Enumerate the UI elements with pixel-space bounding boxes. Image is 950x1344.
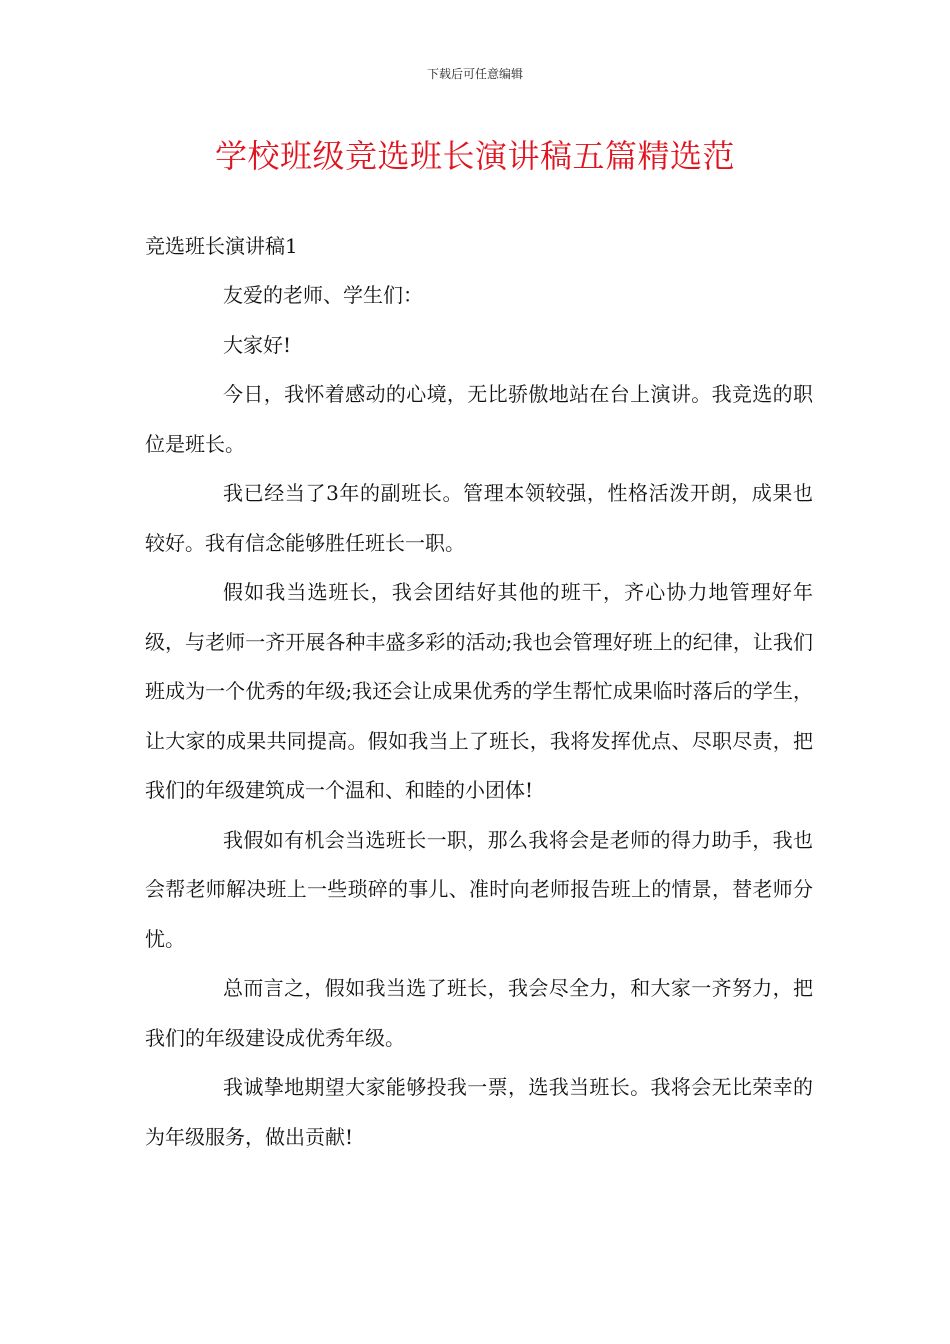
paragraph-experience: 我已经当了3年的副班长。管理本领较强，性格活泼开朗，成果也较好。我有信念能够胜任班长一职。 (145, 481, 813, 555)
paragraph-summary: 总而言之，假如我当选了班长，我会尽全力，和大家一齐努力，把我们的年级建设成优秀年级。 (145, 976, 813, 1050)
section-heading: 竞选班长演讲稿1 (145, 234, 298, 258)
paragraph-hello: 大家好! (223, 332, 292, 357)
document-body (145, 222, 813, 1162)
header-note: 下载后可任意编辑 (426, 67, 523, 81)
paragraph-closing: 我诚挚地期望大家能够投我一票，选我当班长。我将会无比荣幸的为年级服务，做出贡献! (145, 1075, 813, 1149)
paragraph-greeting: 友爱的老师、学生们： (223, 283, 423, 307)
document-title: 学校班级竞选班长演讲稿五篇精选范 (214, 137, 735, 175)
paragraph-intro: 今日，我怀着感动的心境，无比骄傲地站在台上演讲。我竞选的职位是班长。 (145, 382, 813, 456)
paragraph-assistant: 我假如有机会当选班长一职，那么我将会是老师的得力助手，我也会帮老师解决班上一些琐碎的事儿、准时向老师报告班上的情景，替老师分忧。 (145, 827, 813, 951)
paragraph-plans: 假如我当选班长，我会团结好其他的班干，齐心协力地管理好年级，与老师一齐开展各种丰盛多彩的活动;我也会管理好班上的纪律，让我们班成为一个优秀的年级;我还会让成果优秀的学生帮忙成果临时落后的学生，让大家的成果共同提高。假如我当上了班长，我将发挥优点、尽职尽责，把我们的年级建筑成一个温和、和睦的小团体! (145, 580, 813, 802)
